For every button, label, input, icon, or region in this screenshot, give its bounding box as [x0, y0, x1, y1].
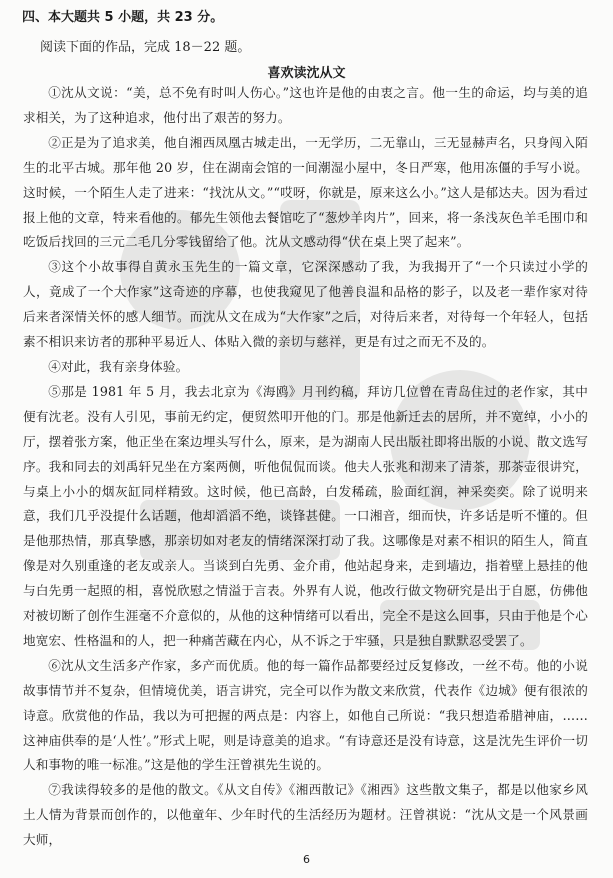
article-title: 喜欢读沈从文: [267, 66, 346, 81]
article-body: [23, 81, 588, 853]
paragraph: ②正是为了追求美，他自湘西凤凰古城走出，一无学历，二无靠山，三无显赫声名，只身闯入陌生的北平古城。那年他 20 岁，住在湖南会馆的一间潮湿小屋中，冬日严寒，他用冻僵的手写小说。这时候，一个陌生人走了进来：“找沈从文。”“哎呀，你就是，原来这么小。”这人是郁达夫。因为看过报上他的文章，特来看他的。郁先生领他去餐馆吃了“葱炒羊肉片”，回来，将一条浅灰色羊毛围巾和吃饭后找回的三元二毛几分零钱留给了他。沈从文感动得“伏在桌上哭了起来”。: [23, 134, 588, 250]
instruction-text: 阅读下面的作品，完成 18－22 题。: [40, 40, 251, 55]
paragraph: ①沈从文说：“美，总不免有时叫人伤心。”这也许是他的由衷之言。他一生的命运，均与美的追求相关，为了这种追求，他付出了艰苦的努力。: [23, 85, 588, 125]
paragraph: ③这个小故事得自黄永玉先生的一篇文章，它深深感动了我，为我揭开了“一个只读过小学的人，竟成了一个大作家”这奇迹的序幕，也使我窥见了他善良温和品格的影子，以及老一辈作家对待后来者深情关怀的感人细节。而沈从文在成为“大作家”之后，对待后来者，对待每一个年轻人，包括素不相识来访者的那种平易近人、体贴入微的亲切与慈祥，更是有过之而无不及的。: [23, 259, 588, 350]
paragraph: ⑦我读得较多的是他的散文。《从文自传》《湘西散记》《湘西》这些散文集子，都是以他家乡风土人情为背景而创作的，以他童年、少年时代的生活经历为题材。汪曾祺说：“沈从文是一个风景画大师，: [23, 782, 588, 848]
page-number: 6: [303, 853, 310, 866]
paragraph: ④对此，我有亲身体验。: [48, 358, 189, 374]
paragraph: ⑤那是 1981 年 5 月，我去北京为《海鸥》月刊约稿，拜访几位曾在青岛住过的老作家，其中便有沈老。没有人引见，事前无约定，便贸然叩开他的门。那是他新迁去的居所，并不宽绰，小小的厅，摆着张方案，他正坐在案边埋头写什么，原来，是为湖南人民出版社即将出版的小说、散文选写序。我和同去的刘禹轩兄坐在方案两侧，听他侃侃而谈。他夫人张兆和沏来了清茶，那茶壶很讲究，与桌上小小的烟灰缸同样精致。这时候，他已高龄，白发稀疏，脸面红润，神采奕奕。除了说明来意，我们几乎没提什么话题，他却滔滔不绝，谈锋甚健。一口湘音，细而快，许多话是听不懂的。但是他那热情，那真挚感，那亲切如对老友的情绪深深打动了我。这哪像是对素不相识的陌生人，简直像是对久别重逢的老友或亲人。当谈到白先勇、金介甫，他站起身来，走到墙边，指着壁上悬挂的他与白先勇一起照的相，喜悦欣慰之情溢于言表。外界有人说，他改行做文物研究是出于自愿，仿佛他对被切断了创作生涯毫不介意似的，从他的这种情绪可以看出，完全不是这么回事，只由于他是个心地宽宏、性格温和的人，把一种痛苦藏在内心，从不诉之于牢骚，只是独自默默忍受罢了。: [23, 383, 588, 648]
paragraph: ⑥沈从文生活多产作家，多产而优质。他的每一篇作品都要经过反复修改，一丝不苟。他的小说故事情节并不复杂，但情境优美，语言讲究，完全可以作为散文来欣赏，代表作《边城》便有很浓的诗意。欣赏他的作品，我以为可把握的两点是：内容上，如他自己所说：“我只想造希腊神庙，……这神庙供奉的是‘人性’。”形式上呢，则是诗意美的追求。“有诗意还是没有诗意，这是沈先生评价一切人和事物的唯一标准。”这是他的学生汪曾祺先生说的。: [23, 657, 588, 773]
section-heading: 四、本大题共 5 小题，共 23 分。: [22, 10, 224, 25]
